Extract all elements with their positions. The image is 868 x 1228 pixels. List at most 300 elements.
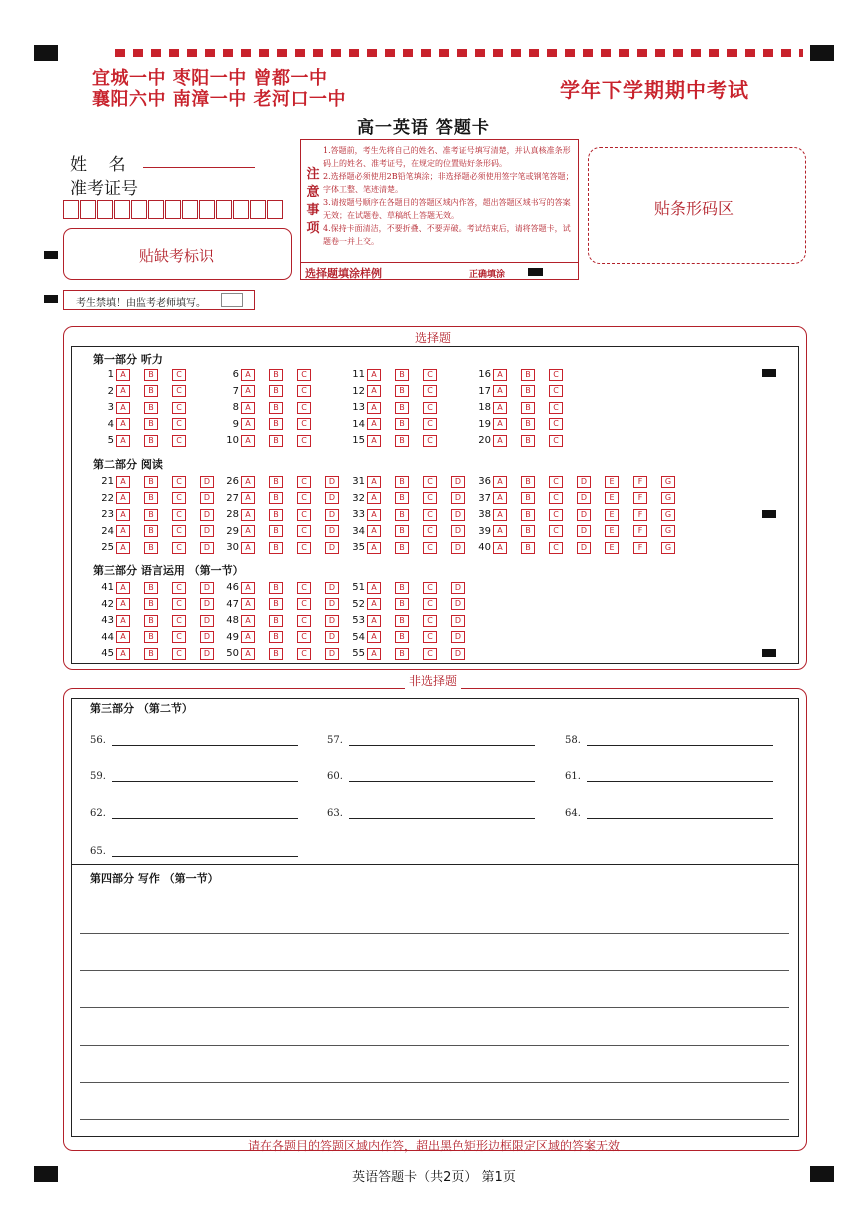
question-number: 41	[101, 582, 114, 593]
writing-line[interactable]	[80, 1007, 789, 1008]
proctor-box	[63, 290, 255, 310]
answer-bubble[interactable]: B	[395, 631, 409, 643]
question-row	[343, 631, 479, 644]
question-number: 18	[478, 402, 491, 413]
question-number: 7	[232, 385, 239, 397]
question-row	[343, 581, 479, 594]
answer-bubble[interactable]: D	[325, 648, 339, 660]
answer-bubble[interactable]: C	[297, 648, 311, 660]
answer-bubble[interactable]: A	[241, 385, 255, 397]
ticket-digit-cell[interactable]	[97, 200, 113, 219]
question-row	[469, 368, 577, 381]
answer-bubble[interactable]: C	[297, 369, 311, 381]
proctor-fill-box[interactable]	[221, 293, 243, 307]
answer-bubble[interactable]: A	[367, 435, 381, 447]
question-number: 44	[101, 631, 114, 643]
answer-bubble[interactable]: C	[423, 509, 437, 521]
answer-bubble[interactable]: A	[116, 542, 130, 554]
ticket-digit-cell[interactable]	[199, 200, 215, 219]
answer-bubble[interactable]: B	[269, 615, 283, 627]
answer-bubble[interactable]: D	[325, 615, 339, 627]
answer-bubble[interactable]: A	[116, 476, 130, 488]
answer-bubble[interactable]: A	[116, 418, 130, 430]
answer-bubble[interactable]: B	[395, 369, 409, 381]
answer-bubble[interactable]: A	[493, 525, 507, 537]
answer-bubble[interactable]: A	[241, 648, 255, 660]
corner-mark-top-left	[34, 45, 58, 61]
answer-bubble[interactable]: E	[605, 492, 619, 504]
answer-bubble[interactable]: C	[172, 582, 186, 594]
answer-bubble[interactable]: C	[423, 615, 437, 627]
answer-bubble[interactable]: B	[395, 542, 409, 554]
answer-bubble[interactable]: B	[521, 385, 535, 397]
answer-bubble[interactable]: C	[423, 492, 437, 504]
answer-bubble[interactable]: B	[395, 476, 409, 488]
answer-bubble[interactable]: B	[395, 648, 409, 660]
answer-bubble[interactable]: B	[269, 509, 283, 521]
answer-bubble[interactable]: A	[116, 615, 130, 627]
answer-bubble[interactable]: D	[200, 542, 214, 554]
answer-bubble[interactable]: A	[367, 492, 381, 504]
answer-bubble[interactable]: A	[116, 509, 130, 521]
ticket-digit-cell[interactable]	[63, 200, 79, 219]
question-row	[217, 401, 325, 414]
answer-bubble[interactable]: A	[367, 476, 381, 488]
answer-bubble[interactable]: C	[172, 476, 186, 488]
answer-bubble[interactable]: D	[577, 476, 591, 488]
answer-bubble[interactable]: B	[144, 509, 158, 521]
answer-bubble[interactable]: B	[395, 525, 409, 537]
blank-line[interactable]	[349, 808, 535, 819]
answer-bubble[interactable]: A	[367, 631, 381, 643]
answer-bubble[interactable]: B	[269, 648, 283, 660]
answer-bubble[interactable]: B	[521, 418, 535, 430]
correct-fill-sample	[528, 268, 543, 276]
answer-bubble[interactable]: B	[144, 369, 158, 381]
answer-bubble[interactable]: B	[144, 435, 158, 447]
answer-bubble[interactable]: C	[423, 582, 437, 594]
answer-bubble[interactable]: A	[493, 435, 507, 447]
answer-bubble[interactable]: D	[200, 598, 214, 610]
answer-bubble[interactable]: C	[549, 369, 563, 381]
blank-64[interactable]	[565, 808, 773, 819]
blank-58[interactable]	[565, 735, 773, 746]
writing-line[interactable]	[80, 1119, 789, 1120]
answer-bubble[interactable]: A	[493, 476, 507, 488]
answer-bubble[interactable]: C	[297, 582, 311, 594]
answer-bubble[interactable]: B	[144, 492, 158, 504]
answer-bubble[interactable]: F	[633, 509, 647, 521]
nonchoice-section-title: 非选择题	[405, 672, 461, 689]
blank-line[interactable]	[112, 846, 298, 857]
writing-line[interactable]	[80, 933, 789, 934]
answer-bubble[interactable]: B	[144, 402, 158, 414]
timing-mark-right-2	[762, 510, 776, 518]
question-number: 43	[101, 615, 114, 626]
schools-line-1: 宜城一中 枣阳一中 曾都一中	[92, 68, 328, 89]
answer-bubble[interactable]: B	[269, 402, 283, 414]
answer-bubble[interactable]: A	[116, 631, 130, 643]
answer-bubble[interactable]: D	[451, 542, 465, 554]
answer-bubble[interactable]: C	[172, 648, 186, 660]
answer-bubble[interactable]: C	[297, 542, 311, 554]
answer-bubble[interactable]: D	[451, 631, 465, 643]
answer-bubble[interactable]: B	[144, 631, 158, 643]
answer-bubble[interactable]: C	[549, 476, 563, 488]
writing-line[interactable]	[80, 970, 789, 971]
answer-bubble[interactable]: C	[423, 525, 437, 537]
answer-bubble[interactable]: C	[172, 598, 186, 610]
answer-bubble[interactable]: D	[325, 509, 339, 521]
answer-bubble[interactable]: A	[493, 369, 507, 381]
answer-bubble[interactable]: D	[577, 509, 591, 521]
answer-bubble[interactable]: B	[395, 418, 409, 430]
question-row	[92, 598, 228, 611]
writing-line[interactable]	[80, 1045, 789, 1046]
answer-bubble[interactable]: C	[297, 598, 311, 610]
blank-line[interactable]	[112, 735, 298, 746]
answer-bubble[interactable]: A	[493, 509, 507, 521]
answer-bubble[interactable]: C	[172, 369, 186, 381]
answer-bubble[interactable]: C	[297, 385, 311, 397]
answer-bubble[interactable]: C	[423, 385, 437, 397]
question-row	[217, 614, 353, 627]
blank-59[interactable]	[90, 771, 298, 782]
answer-bubble[interactable]: D	[451, 648, 465, 660]
answer-bubble[interactable]: A	[367, 648, 381, 660]
answer-bubble[interactable]: G	[661, 525, 675, 537]
question-number: 49	[226, 631, 239, 643]
answer-bubble[interactable]: D	[451, 582, 465, 594]
answer-bubble[interactable]: B	[144, 385, 158, 397]
answer-bubble[interactable]: B	[521, 435, 535, 447]
blank-line[interactable]	[349, 771, 535, 782]
card-title: 高一英语 答题卡	[357, 118, 490, 138]
answer-bubble[interactable]: C	[297, 435, 311, 447]
answer-bubble[interactable]: C	[549, 385, 563, 397]
ticket-digit-cell[interactable]	[80, 200, 96, 219]
answer-bubble[interactable]: B	[521, 525, 535, 537]
answer-bubble[interactable]: B	[395, 509, 409, 521]
answer-bubble[interactable]: B	[395, 615, 409, 627]
answer-bubble[interactable]: B	[395, 598, 409, 610]
answer-bubble[interactable]: C	[172, 631, 186, 643]
answer-bubble[interactable]: E	[605, 525, 619, 537]
answer-bubble[interactable]: C	[172, 542, 186, 554]
exam-title: 学年下学期期中考试	[560, 78, 749, 102]
answer-bubble[interactable]: D	[325, 542, 339, 554]
answer-bubble[interactable]: B	[269, 492, 283, 504]
question-row	[343, 401, 451, 414]
question-number: 25	[101, 542, 114, 553]
answer-bubble[interactable]: A	[116, 402, 130, 414]
answer-bubble[interactable]: B	[269, 435, 283, 447]
answer-bubble[interactable]: C	[423, 435, 437, 447]
answer-bubble[interactable]: F	[633, 525, 647, 537]
answer-bubble[interactable]: C	[172, 492, 186, 504]
answer-bubble[interactable]: A	[241, 631, 255, 643]
answer-bubble[interactable]: D	[200, 615, 214, 627]
ticket-digit-cell[interactable]	[250, 200, 266, 219]
answer-bubble[interactable]: G	[661, 509, 675, 521]
answer-bubble[interactable]: A	[367, 509, 381, 521]
blank-62[interactable]	[90, 808, 298, 819]
writing-line[interactable]	[80, 1082, 789, 1083]
answer-bubble[interactable]: B	[395, 492, 409, 504]
ticket-digit-cell[interactable]	[182, 200, 198, 219]
answer-bubble[interactable]: A	[493, 418, 507, 430]
blank-63[interactable]	[327, 808, 535, 819]
answer-bubble[interactable]: C	[423, 476, 437, 488]
blank-line[interactable]	[349, 735, 535, 746]
answer-bubble[interactable]: B	[395, 385, 409, 397]
question-row	[343, 434, 451, 447]
answer-bubble[interactable]: B	[144, 476, 158, 488]
answer-bubble[interactable]: D	[200, 509, 214, 521]
answer-bubble[interactable]: D	[577, 525, 591, 537]
answer-bubble[interactable]: D	[451, 492, 465, 504]
answer-bubble[interactable]: A	[241, 435, 255, 447]
answer-bubble[interactable]: B	[144, 525, 158, 537]
question-number: 22	[101, 492, 114, 504]
question-number: 30	[226, 542, 239, 553]
answer-bubble[interactable]: B	[144, 648, 158, 660]
question-row	[469, 434, 577, 447]
answer-bubble[interactable]: B	[521, 492, 535, 504]
blank-number: 64.	[565, 808, 581, 819]
answer-bubble[interactable]: A	[116, 385, 130, 397]
answer-bubble[interactable]: B	[269, 525, 283, 537]
answer-bubble[interactable]: B	[144, 542, 158, 554]
answer-bubble[interactable]: G	[661, 492, 675, 504]
answer-bubble[interactable]: D	[451, 615, 465, 627]
timing-mark-left-1	[44, 251, 58, 259]
answer-bubble[interactable]: E	[605, 509, 619, 521]
answer-bubble[interactable]: C	[172, 418, 186, 430]
answer-bubble[interactable]: F	[633, 542, 647, 554]
answer-bubble[interactable]: A	[367, 525, 381, 537]
answer-bubble[interactable]: D	[451, 598, 465, 610]
answer-bubble[interactable]: A	[116, 525, 130, 537]
answer-bubble[interactable]: D	[325, 598, 339, 610]
answer-bubble[interactable]: D	[451, 509, 465, 521]
answer-bubble[interactable]: B	[521, 509, 535, 521]
answer-bubble[interactable]: F	[633, 476, 647, 488]
question-number: 48	[226, 615, 239, 626]
answer-bubble[interactable]: F	[633, 492, 647, 504]
answer-bubble[interactable]: E	[605, 476, 619, 488]
answer-bubble[interactable]: B	[395, 435, 409, 447]
answer-bubble[interactable]: D	[325, 492, 339, 504]
answer-bubble[interactable]: C	[297, 615, 311, 627]
answer-bubble[interactable]: A	[116, 492, 130, 504]
blank-60[interactable]	[327, 771, 535, 782]
answer-bubble[interactable]: A	[367, 615, 381, 627]
question-row	[92, 614, 228, 627]
footer-warning: 请在各题目的答题区域内作答，超出黑色矩形边框限定区域的答案无效	[247, 1139, 620, 1153]
answer-bubble[interactable]: B	[144, 598, 158, 610]
answer-bubble[interactable]: B	[144, 418, 158, 430]
answer-bubble[interactable]: E	[605, 542, 619, 554]
ticket-digit-cell[interactable]	[114, 200, 130, 219]
part3-title: 第三部分 语言运用 （第一节）	[93, 564, 244, 577]
blank-line[interactable]	[112, 808, 298, 819]
answer-bubble[interactable]: B	[269, 542, 283, 554]
answer-bubble[interactable]: A	[493, 402, 507, 414]
answer-bubble[interactable]: A	[241, 582, 255, 594]
answer-bubble[interactable]: A	[116, 598, 130, 610]
blank-57[interactable]	[327, 735, 535, 746]
answer-bubble[interactable]: C	[172, 385, 186, 397]
answer-bubble[interactable]: C	[297, 492, 311, 504]
answer-bubble[interactable]: C	[549, 492, 563, 504]
answer-bubble[interactable]: A	[116, 369, 130, 381]
answer-bubble[interactable]: A	[367, 582, 381, 594]
question-row	[469, 525, 689, 538]
answer-bubble[interactable]: B	[269, 582, 283, 594]
question-number: 46	[226, 582, 239, 593]
answer-bubble[interactable]: C	[297, 525, 311, 537]
answer-bubble[interactable]: C	[423, 402, 437, 414]
answer-bubble[interactable]: D	[325, 582, 339, 594]
answer-bubble[interactable]: A	[241, 402, 255, 414]
barcode-area[interactable]	[588, 147, 806, 264]
blank-56[interactable]	[90, 735, 298, 746]
answer-bubble[interactable]: A	[241, 476, 255, 488]
answer-bubble[interactable]: D	[325, 631, 339, 643]
question-row	[343, 647, 479, 660]
answer-bubble[interactable]: C	[549, 402, 563, 414]
ticket-number-grid[interactable]	[63, 200, 284, 219]
choice-section-title: 选择题	[411, 329, 455, 346]
answer-bubble[interactable]: C	[423, 631, 437, 643]
answer-bubble[interactable]: A	[116, 648, 130, 660]
answer-bubble[interactable]: B	[269, 385, 283, 397]
ticket-digit-cell[interactable]	[233, 200, 249, 219]
answer-bubble[interactable]: C	[423, 542, 437, 554]
answer-bubble[interactable]: C	[172, 435, 186, 447]
answer-bubble[interactable]: G	[661, 542, 675, 554]
blank-65[interactable]	[90, 846, 298, 857]
answer-bubble[interactable]: B	[521, 542, 535, 554]
answer-bubble[interactable]: A	[241, 369, 255, 381]
answer-bubble[interactable]: C	[423, 598, 437, 610]
answer-bubble[interactable]: A	[116, 582, 130, 594]
question-row	[92, 475, 228, 488]
name-field[interactable]	[143, 167, 255, 168]
answer-bubble[interactable]: B	[521, 402, 535, 414]
answer-bubble[interactable]: B	[395, 582, 409, 594]
answer-bubble[interactable]: D	[200, 631, 214, 643]
answer-bubble[interactable]: B	[144, 582, 158, 594]
answer-bubble[interactable]: C	[297, 631, 311, 643]
answer-bubble[interactable]: C	[549, 418, 563, 430]
ticket-digit-cell[interactable]	[165, 200, 181, 219]
question-row	[469, 541, 689, 554]
answer-bubble[interactable]: B	[395, 402, 409, 414]
answer-bubble[interactable]: A	[367, 385, 381, 397]
answer-bubble[interactable]: D	[577, 542, 591, 554]
ticket-digit-cell[interactable]	[148, 200, 164, 219]
answer-bubble[interactable]: A	[493, 492, 507, 504]
answer-bubble[interactable]: B	[521, 476, 535, 488]
blank-line[interactable]	[112, 771, 298, 782]
answer-bubble[interactable]: D	[200, 476, 214, 488]
missing-exam-sticker-area[interactable]	[63, 228, 292, 280]
answer-bubble[interactable]: C	[172, 402, 186, 414]
answer-bubble[interactable]: C	[549, 542, 563, 554]
answer-bubble[interactable]: C	[172, 525, 186, 537]
answer-bubble[interactable]: D	[200, 492, 214, 504]
answer-bubble[interactable]: C	[297, 476, 311, 488]
answer-bubble[interactable]: A	[367, 418, 381, 430]
answer-bubble[interactable]: D	[200, 648, 214, 660]
answer-bubble[interactable]: A	[367, 402, 381, 414]
answer-bubble[interactable]: A	[367, 542, 381, 554]
ticket-digit-cell[interactable]	[216, 200, 232, 219]
answer-bubble[interactable]: D	[200, 525, 214, 537]
answer-bubble[interactable]: C	[423, 418, 437, 430]
answer-bubble[interactable]: A	[367, 598, 381, 610]
question-row	[92, 581, 228, 594]
answer-bubble[interactable]: C	[297, 509, 311, 521]
answer-bubble[interactable]: B	[269, 476, 283, 488]
answer-bubble[interactable]: G	[661, 476, 675, 488]
answer-bubble[interactable]: D	[325, 476, 339, 488]
answer-bubble[interactable]: C	[297, 402, 311, 414]
blank-line[interactable]	[587, 771, 773, 782]
answer-bubble[interactable]: C	[423, 369, 437, 381]
answer-bubble[interactable]: D	[451, 476, 465, 488]
answer-bubble[interactable]: B	[269, 369, 283, 381]
answer-bubble[interactable]: A	[241, 615, 255, 627]
answer-bubble[interactable]: A	[367, 369, 381, 381]
blank-line[interactable]	[587, 808, 773, 819]
answer-bubble[interactable]: C	[423, 648, 437, 660]
ticket-digit-cell[interactable]	[267, 200, 283, 219]
answer-bubble[interactable]: C	[172, 509, 186, 521]
answer-bubble[interactable]: C	[297, 418, 311, 430]
answer-bubble[interactable]: A	[116, 435, 130, 447]
answer-bubble[interactable]: A	[241, 598, 255, 610]
ticket-digit-cell[interactable]	[131, 200, 147, 219]
blank-line[interactable]	[587, 735, 773, 746]
answer-bubble[interactable]: A	[241, 525, 255, 537]
answer-bubble[interactable]: C	[172, 615, 186, 627]
question-number: 26	[226, 476, 239, 487]
answer-bubble[interactable]: C	[549, 509, 563, 521]
answer-bubble[interactable]: B	[269, 598, 283, 610]
answer-bubble[interactable]: B	[269, 418, 283, 430]
answer-bubble[interactable]: A	[241, 542, 255, 554]
answer-bubble[interactable]: A	[241, 492, 255, 504]
answer-bubble[interactable]: D	[577, 492, 591, 504]
answer-bubble[interactable]: A	[241, 509, 255, 521]
answer-bubble[interactable]: B	[521, 369, 535, 381]
answer-bubble[interactable]: A	[493, 542, 507, 554]
answer-bubble[interactable]: C	[549, 435, 563, 447]
answer-bubble[interactable]: D	[451, 525, 465, 537]
answer-bubble[interactable]: D	[200, 582, 214, 594]
answer-bubble[interactable]: D	[325, 525, 339, 537]
answer-bubble[interactable]: A	[493, 385, 507, 397]
answer-bubble[interactable]: B	[269, 631, 283, 643]
answer-bubble[interactable]: B	[144, 615, 158, 627]
answer-bubble[interactable]: C	[549, 525, 563, 537]
question-number: 3	[107, 402, 114, 413]
answer-bubble[interactable]: A	[241, 418, 255, 430]
blank-61[interactable]	[565, 771, 773, 782]
